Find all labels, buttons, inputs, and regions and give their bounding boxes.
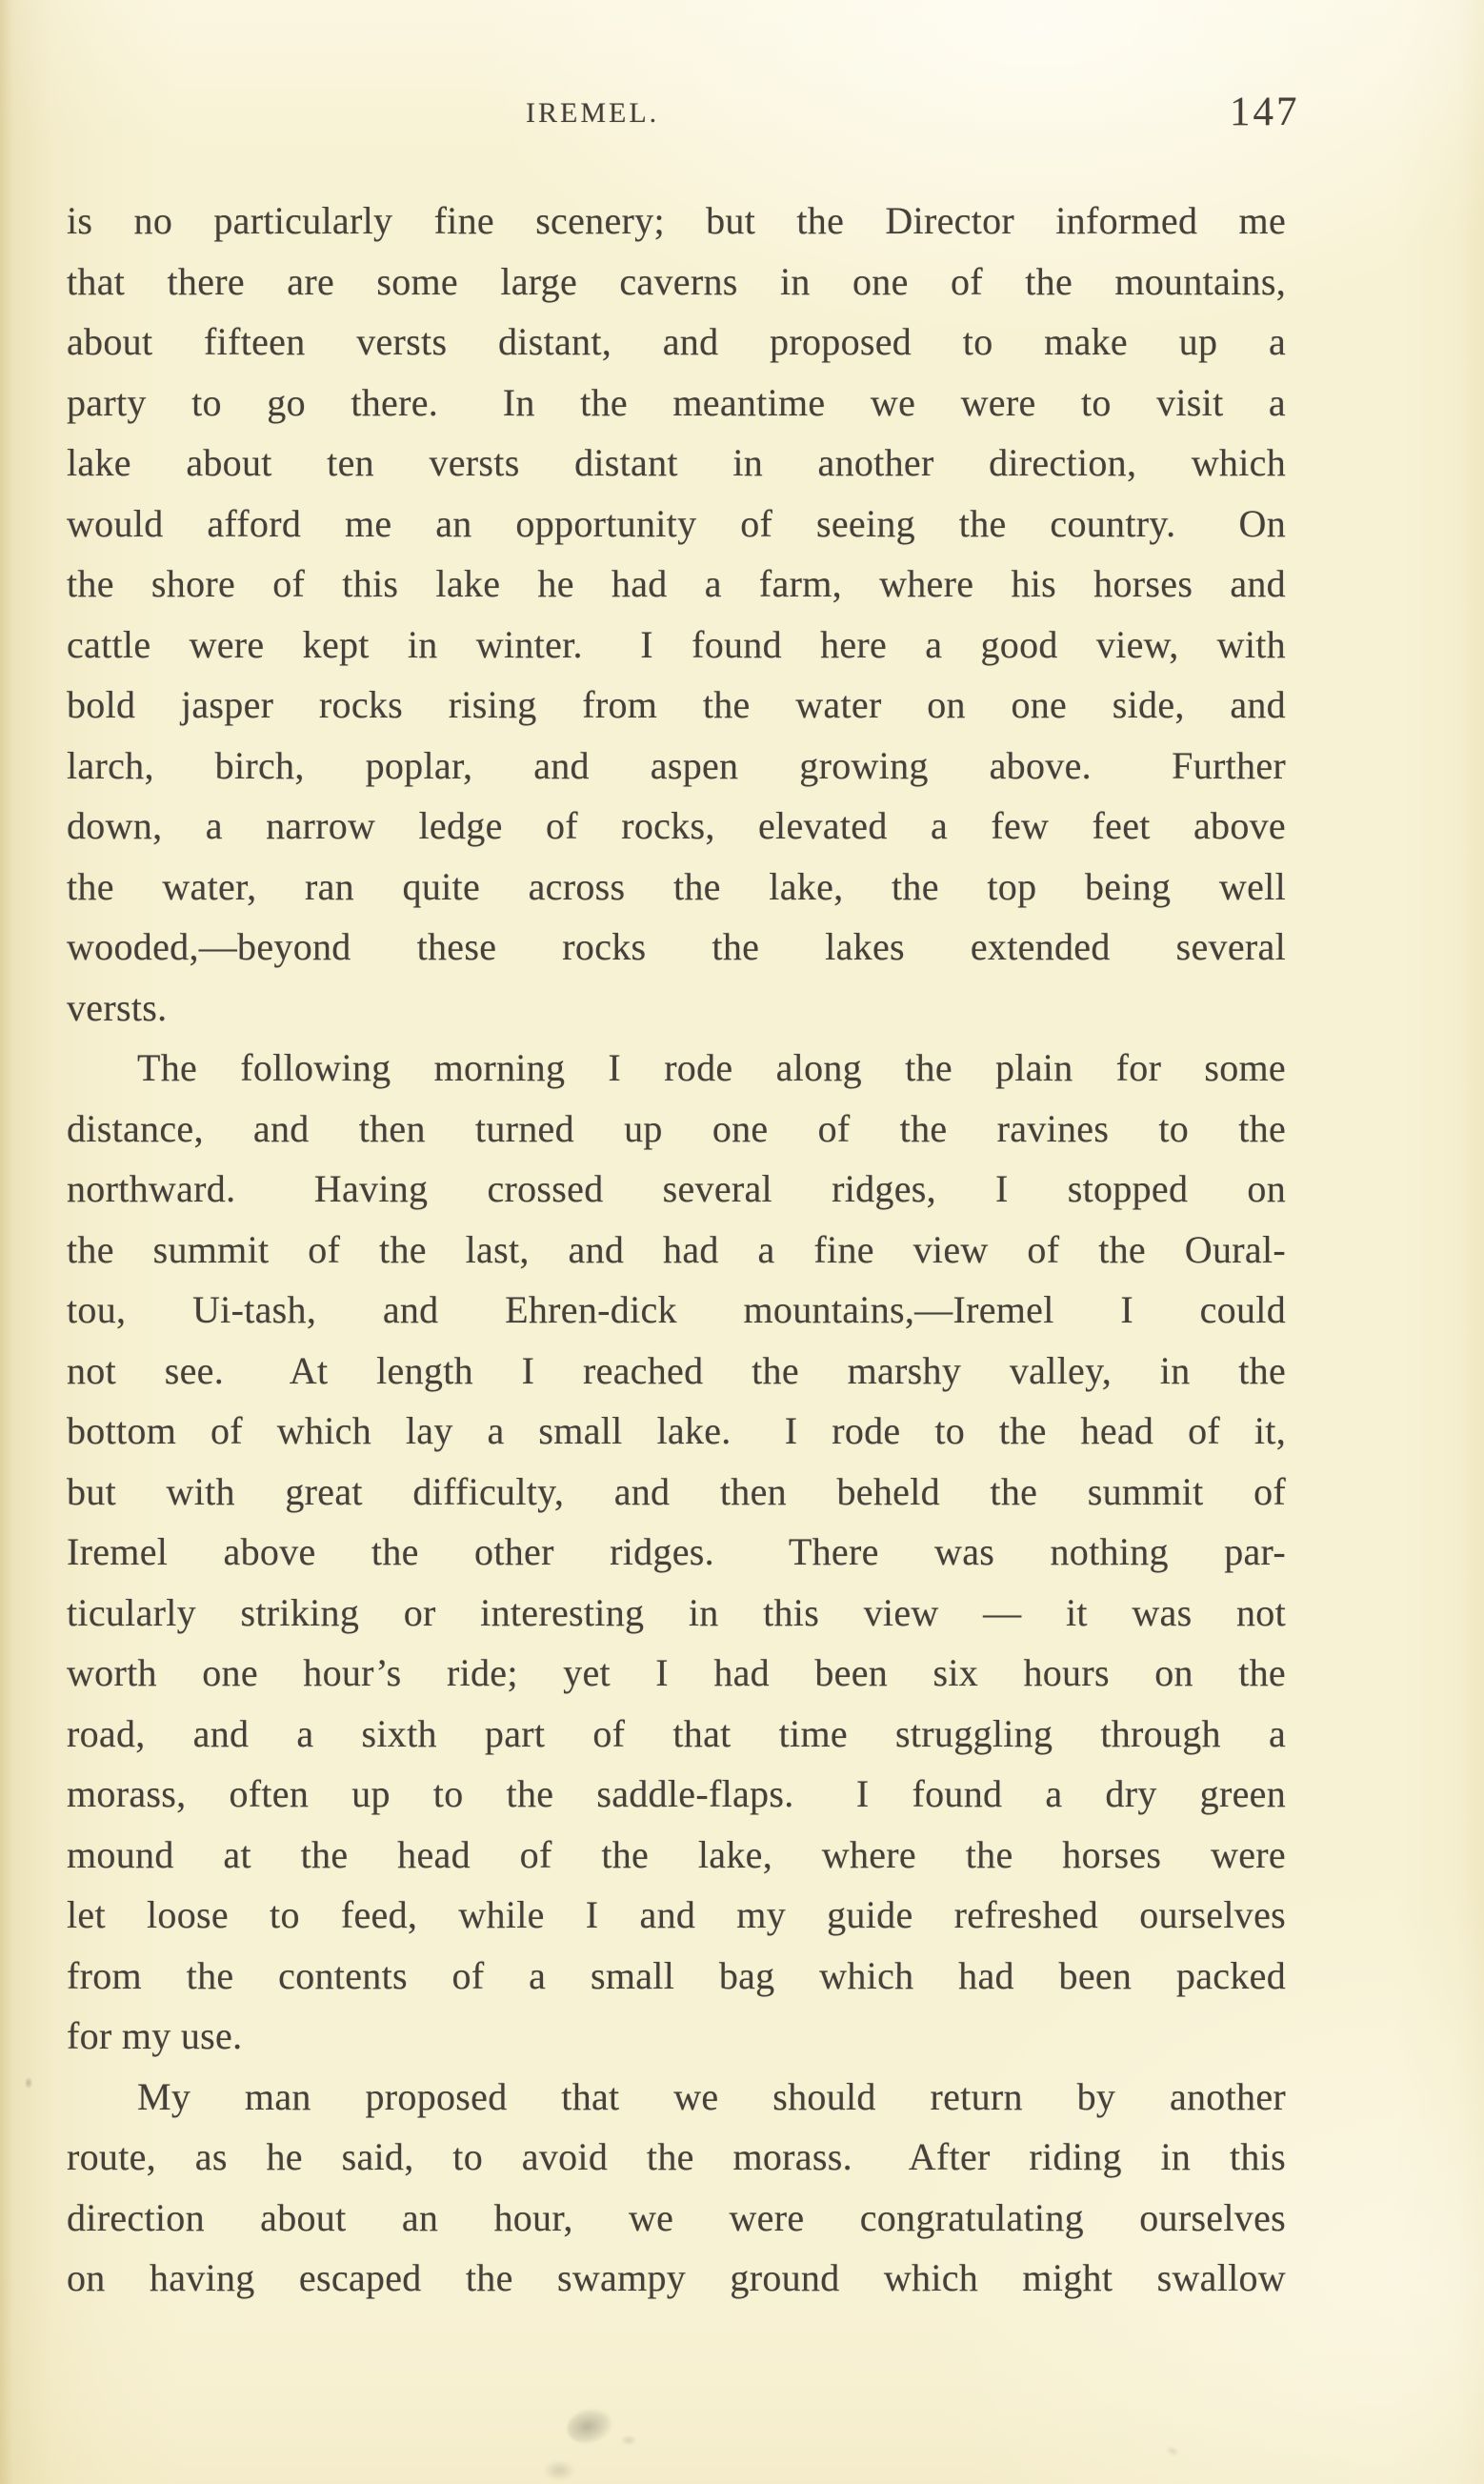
text-line: worth one hour’s ride; yet I had been six hours on the — [67, 1651, 1286, 1694]
ink-smudge — [621, 2435, 636, 2445]
text-line: the water, ran quite across the lake, the top being well — [67, 864, 1286, 908]
ink-smudge — [543, 2460, 575, 2481]
text-line: the shore of this lake he had a farm, where his horses and — [67, 562, 1286, 605]
text-line: that there are some large caverns in one of the mountains, — [67, 259, 1286, 303]
text-line: let loose to feed, while I and my guide refreshed ourselves — [67, 1893, 1286, 1936]
margin-speck — [1165, 2444, 1180, 2457]
text-line: is no particularly fine scenery; but the Director informed me — [67, 199, 1286, 242]
text-line: versts. — [67, 985, 168, 1029]
text-line: the summit of the last, and had a fine view of the Oural- — [67, 1227, 1286, 1271]
text-line: for my use. — [67, 2014, 243, 2057]
text-line: The following morning I rode along the plain for some — [137, 1046, 1286, 1089]
running-header — [67, 90, 1300, 141]
text-line: wooded,—beyond these rocks the lakes extended several — [67, 925, 1286, 968]
text-line: bottom of which lay a small lake. I rode to the head of it, — [67, 1409, 1286, 1452]
text-line: about fifteen versts distant, and proposed to make up a — [67, 320, 1286, 363]
ink-smudge — [563, 2403, 616, 2448]
running-title: IREMEL. — [526, 97, 660, 129]
text-line: direction about an hour, we were congratulating ourselves — [67, 2195, 1286, 2239]
text-line: My man proposed that we should return by another — [137, 2074, 1286, 2118]
text-line: party to go there. In the meantime we were to visit a — [67, 380, 1286, 424]
text-line: Iremel above the other ridges. There was nothing par- — [67, 1530, 1286, 1573]
text-line: down, a narrow ledge of rocks, elevated a few feet above — [67, 804, 1286, 847]
text-line: from the contents of a small bag which had been packed — [67, 1953, 1286, 1997]
text-line: northward. Having crossed several ridges, I stopped on — [67, 1167, 1286, 1210]
text-line: would afford me an opportunity of seeing the country. On — [67, 501, 1286, 545]
text-line: larch, birch, poplar, and aspen growing above. Further — [67, 743, 1286, 787]
text-line: on having escaped the swampy ground which might swallow — [67, 2256, 1286, 2299]
text-line: not see. At length I reached the marshy valley, in the — [67, 1348, 1286, 1392]
text-line: tou, Ui-tash, and Ehren-dick mountains,—Iremel I could — [67, 1288, 1286, 1331]
text-line: but with great difficulty, and then beheld the summit of — [67, 1469, 1286, 1513]
margin-speck — [25, 2077, 32, 2089]
text-line: cattle were kept in winter. I found here a good view, with — [67, 622, 1286, 666]
text-line: mound at the head of the lake, where the horses were — [67, 1832, 1286, 1876]
text-line: lake about ten versts distant in another direction, which — [67, 441, 1286, 484]
text-line: road, and a sixth part of that time struggling through a — [67, 1711, 1286, 1755]
text-line: ticularly striking or interesting in this view — it was not — [67, 1590, 1286, 1634]
text-line: bold jasper rocks rising from the water on one side, and — [67, 683, 1286, 726]
page-text — [67, 191, 1286, 2309]
text-line: distance, and then turned up one of the ravines to the — [67, 1106, 1286, 1150]
page-number: 147 — [1230, 90, 1300, 134]
text-line: morass, often up to the saddle-flaps. I found a dry green — [67, 1772, 1286, 1815]
text-line: route, as he said, to avoid the morass. After riding in this — [67, 2135, 1286, 2178]
